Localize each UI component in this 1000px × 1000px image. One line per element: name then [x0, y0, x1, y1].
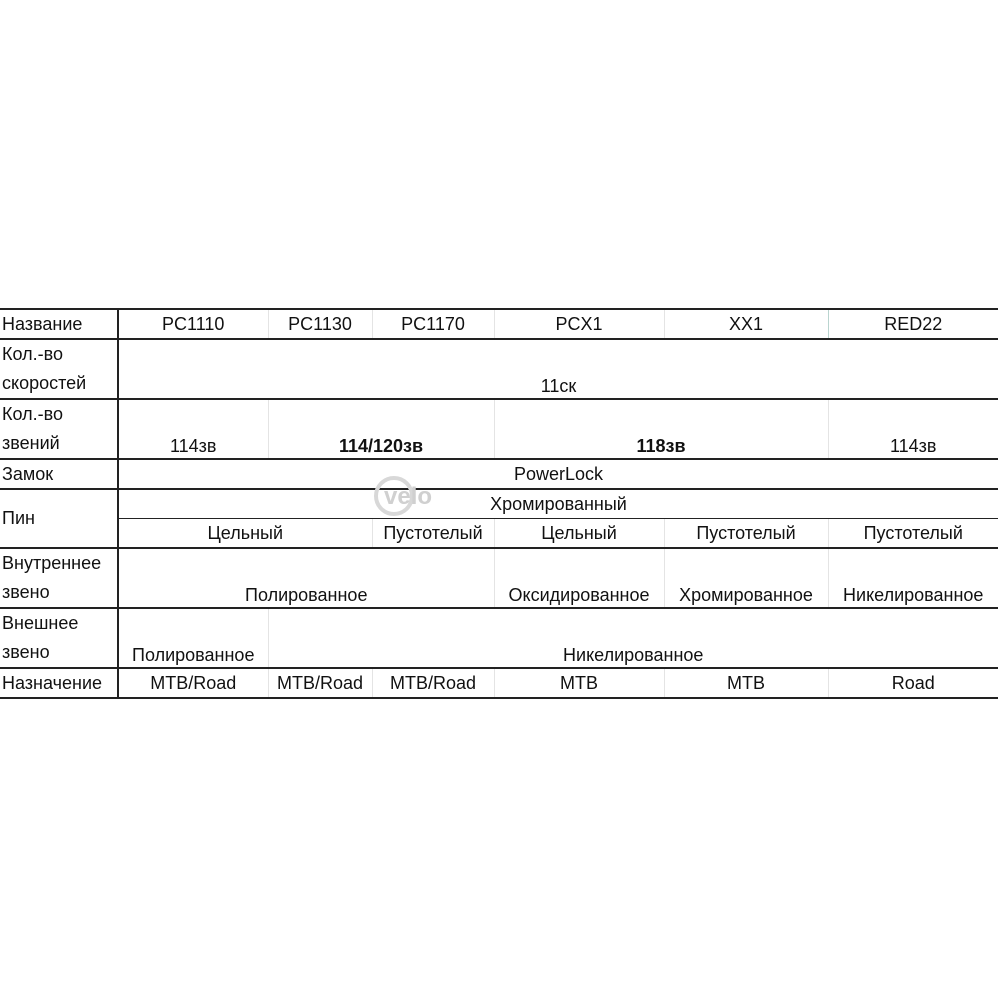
row-label: Назначение — [0, 668, 118, 698]
row-outer-link — [0, 608, 998, 668]
model-red22: RED22 — [828, 309, 998, 339]
links-pcx1-xx1: 118зв — [494, 399, 828, 459]
purpose-pc1110: MTB/Road — [118, 668, 268, 698]
row-label: Внутреннее звено — [0, 548, 118, 608]
links-red22: 114зв — [828, 399, 998, 459]
lock-value: PowerLock — [118, 459, 998, 489]
model-pc1110: PC1110 — [118, 309, 268, 339]
row-speeds — [0, 339, 998, 399]
row-label: Внешнее звено — [0, 608, 118, 668]
row-label: Замок — [0, 459, 118, 489]
pin-coating: Хромированный — [118, 489, 998, 519]
row-pin — [0, 489, 998, 519]
inner-pc-series: Полированное — [118, 548, 494, 608]
row-label: Пин — [0, 489, 118, 548]
inner-xx1: Хромированное — [664, 548, 828, 608]
row-label: Кол.-во скоростей — [0, 339, 118, 399]
model-pcx1: PCX1 — [494, 309, 664, 339]
row-lock — [0, 459, 998, 489]
model-xx1: XX1 — [664, 309, 828, 339]
pin-type-pc1170: Пустотелый — [372, 519, 494, 549]
outer-pc1110: Полированное — [118, 608, 268, 668]
pin-type-red22: Пустотелый — [828, 519, 998, 549]
watermark-text: velo — [384, 483, 433, 510]
speeds-value: 11ск — [118, 339, 998, 399]
pin-type-pc1110-pc1130: Цельный — [118, 519, 372, 549]
outer-others: Никелированное — [268, 608, 998, 668]
purpose-xx1: MTB — [664, 668, 828, 698]
pin-type-xx1: Пустотелый — [664, 519, 828, 549]
links-pc1110: 114зв — [118, 399, 268, 459]
model-pc1130: PC1130 — [268, 309, 372, 339]
links-pc1130-pc1170: 114/120зв — [268, 399, 494, 459]
row-label: Кол.-во звений — [0, 399, 118, 459]
row-name — [0, 309, 998, 339]
purpose-pc1130: MTB/Road — [268, 668, 372, 698]
row-links — [0, 399, 998, 459]
chain-spec-table — [0, 308, 998, 699]
purpose-pcx1: MTB — [494, 668, 664, 698]
purpose-red22: Road — [828, 668, 998, 698]
inner-red22: Никелированное — [828, 548, 998, 608]
pin-type-pcx1: Цельный — [494, 519, 664, 549]
row-purpose — [0, 668, 998, 698]
row-label: Название — [0, 309, 118, 339]
row-pin-type — [0, 519, 998, 549]
model-pc1170: PC1170 — [372, 309, 494, 339]
purpose-pc1170: MTB/Road — [372, 668, 494, 698]
inner-pcx1: Оксидированное — [494, 548, 664, 608]
row-inner-link — [0, 548, 998, 608]
